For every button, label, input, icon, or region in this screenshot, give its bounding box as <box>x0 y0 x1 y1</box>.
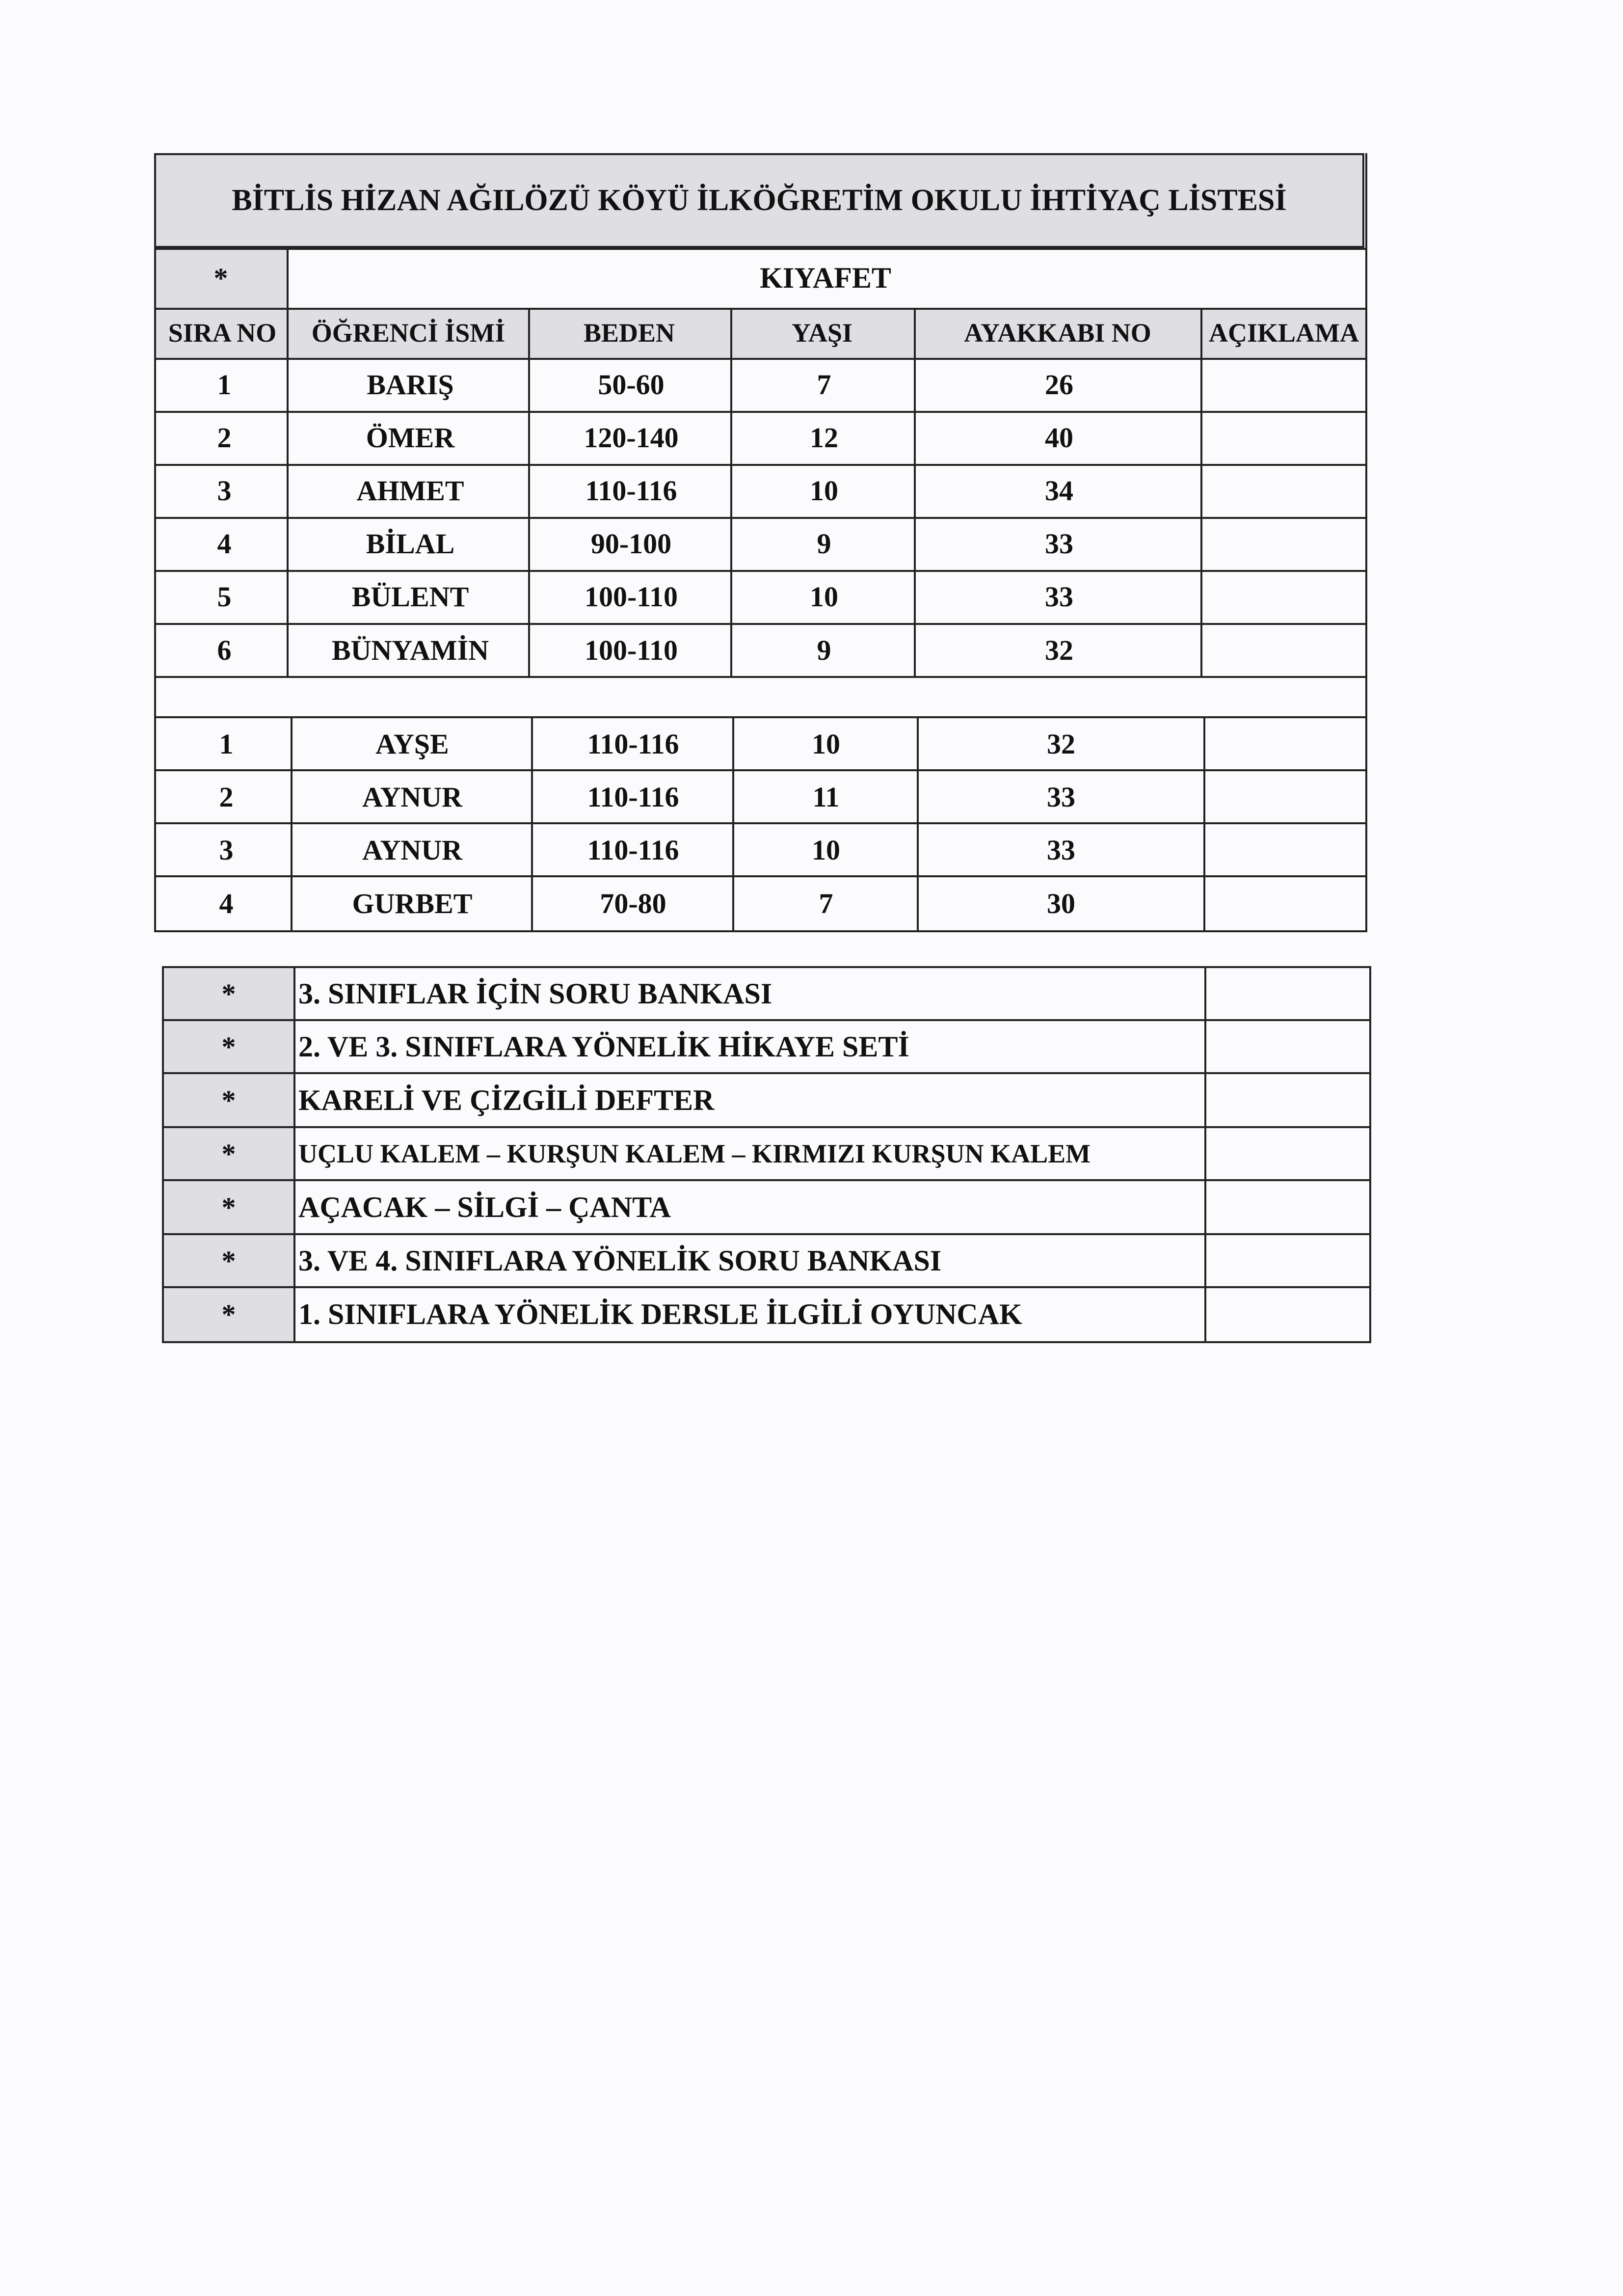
table-row-girls-3-size: 110-116 <box>587 834 679 866</box>
table-row-boys-1-shoe: 26 <box>1045 368 1073 401</box>
col-divider <box>291 716 293 931</box>
row-divider <box>162 1233 1371 1235</box>
row-divider <box>162 1019 1371 1021</box>
supply-item: 3. SINIFLAR İÇİN SORU BANKASI <box>298 977 772 1010</box>
row-divider <box>154 769 1367 771</box>
table-row-boys-5-no: 5 <box>217 580 232 613</box>
supply-marker: * <box>221 1084 236 1116</box>
supply-item: 1. SINIFLARA YÖNELİK DERSLE İLGİLİ OYUNCAK <box>298 1297 1022 1330</box>
col-header-ayakkabi-no: AYAKKABI NO <box>964 318 1151 348</box>
table-row-girls-3-shoe: 33 <box>1047 834 1075 866</box>
row-divider <box>154 875 1367 877</box>
group-marker: * <box>213 262 228 294</box>
supply-marker: * <box>221 1244 236 1277</box>
table-row-boys-1-no: 1 <box>217 368 232 401</box>
table-row-boys-6-shoe: 32 <box>1045 634 1073 666</box>
row-divider <box>154 411 1367 413</box>
table-row-boys-5-age: 10 <box>810 580 838 613</box>
supply-item: 2. VE 3. SINIFLARA YÖNELİK HİKAYE SETİ <box>298 1030 909 1063</box>
row-divider <box>154 464 1367 466</box>
col-divider <box>528 308 530 677</box>
table-row-boys-5-name: BÜLENT <box>351 580 469 613</box>
table-row-girls-2-no: 2 <box>219 781 234 813</box>
table-row-girls-2-shoe: 33 <box>1047 781 1075 813</box>
row-divider <box>162 966 1371 968</box>
table-row-girls-1-name: AYŞE <box>375 728 449 760</box>
table-border-bottom <box>154 930 1367 932</box>
supply-item: 3. VE 4. SINIFLARA YÖNELİK SORU BANKASI <box>298 1244 942 1277</box>
table-border-left <box>154 153 156 931</box>
table-row-boys-1-size: 50-60 <box>598 368 665 401</box>
table-row-boys-1-note <box>1202 358 1366 411</box>
table-row-girls-4-no: 4 <box>219 887 234 919</box>
table-row-boys-4-size: 90-100 <box>590 527 672 560</box>
col-divider <box>531 716 533 931</box>
supply-item: KARELİ VE ÇİZGİLİ DEFTER <box>298 1083 715 1116</box>
col-header-sira-no: SIRA NO <box>168 318 277 348</box>
page-title: BİTLİS HİZAN AĞILÖZÜ KÖYÜ İLKÖĞRETİM OKULU İHTİYAÇ LİSTESİ <box>232 184 1287 217</box>
table-row-girls-1-note <box>1204 717 1368 770</box>
table-row-boys-6-note <box>1202 623 1366 677</box>
table-row-girls-4-age: 7 <box>819 887 833 919</box>
table-row-girls-1-shoe: 32 <box>1047 728 1075 760</box>
row-divider <box>162 1072 1371 1074</box>
table-row-boys-2-note <box>1202 411 1366 464</box>
table-row-boys-2-no: 2 <box>217 421 232 454</box>
col-divider <box>732 716 734 931</box>
supply-item: UÇLU KALEM – KURŞUN KALEM – KIRMIZI KURŞUN KALEM <box>298 1139 1091 1168</box>
table-row-boys-6-no: 6 <box>217 634 232 666</box>
col-divider <box>730 308 732 677</box>
table-row-girls-4-size: 70-80 <box>600 887 666 919</box>
table-row-girls-4-note <box>1204 876 1368 930</box>
table-row-boys-1-age: 7 <box>817 368 831 401</box>
table-row-girls-1-no: 1 <box>219 728 234 760</box>
row-divider <box>162 1179 1371 1181</box>
row-divider <box>154 248 1367 250</box>
col-divider <box>914 308 916 677</box>
row-divider <box>154 822 1367 824</box>
col-divider <box>917 716 919 931</box>
row-divider <box>154 623 1367 625</box>
table-border-right <box>1365 153 1367 931</box>
table-row-boys-1-name: BARIŞ <box>367 368 454 401</box>
row-divider <box>162 1286 1371 1288</box>
table-row-boys-6-age: 9 <box>817 634 831 666</box>
group-label-kiyafet: KIYAFET <box>760 261 891 294</box>
row-divider <box>154 570 1367 572</box>
table-row-boys-5-size: 100-110 <box>584 580 678 613</box>
table-row-girls-2-name: AYNUR <box>362 781 463 813</box>
supplies-table <box>0 957 1623 1375</box>
table-row-girls-3-no: 3 <box>219 834 234 866</box>
table-row-boys-4-no: 4 <box>217 527 232 560</box>
col-header-beden: BEDEN <box>583 318 675 348</box>
table-row-boys-2-shoe: 40 <box>1045 421 1073 454</box>
table-row-girls-2-note <box>1204 770 1368 823</box>
table-row-boys-4-shoe: 33 <box>1045 527 1073 560</box>
needs-table <box>0 0 1623 957</box>
table-row-boys-2-age: 12 <box>810 421 838 454</box>
table-row-girls-1-age: 10 <box>812 728 840 760</box>
supply-marker: * <box>221 1030 236 1063</box>
supply-item: AÇACAK – SİLGİ – ÇANTA <box>298 1190 671 1223</box>
table-row-girls-1-size: 110-116 <box>587 728 679 760</box>
col-divider <box>287 248 289 677</box>
table-row-boys-4-note <box>1202 517 1366 570</box>
table-row-girls-4-shoe: 30 <box>1047 887 1075 919</box>
table-row-boys-3-size: 110-116 <box>585 474 677 507</box>
supply-marker: * <box>221 977 236 1010</box>
col-divider <box>1200 308 1202 677</box>
table-row-boys-4-name: BİLAL <box>366 527 455 560</box>
table-row-girls-2-age: 11 <box>812 781 840 813</box>
row-divider <box>162 1126 1371 1128</box>
row-divider <box>154 716 1367 718</box>
table-row-girls-3-note <box>1204 823 1368 876</box>
row-divider <box>154 517 1367 519</box>
table-row-boys-2-name: ÖMER <box>366 421 455 454</box>
table-row-boys-4-age: 9 <box>817 527 831 560</box>
supply-marker: * <box>221 1298 236 1330</box>
table-border-bottom <box>162 1341 1371 1343</box>
table-row-boys-3-age: 10 <box>810 474 838 507</box>
table-row-boys-2-size: 120-140 <box>584 421 679 454</box>
col-header-ogrenci-ismi: ÖĞRENCİ İSMİ <box>311 318 506 348</box>
table-row-boys-5-shoe: 33 <box>1045 580 1073 613</box>
table-row-boys-6-size: 100-110 <box>584 634 678 666</box>
table-row-girls-3-age: 10 <box>812 834 840 866</box>
supply-marker: * <box>221 1137 236 1170</box>
table-row-boys-3-shoe: 34 <box>1045 474 1073 507</box>
table-row-boys-3-name: AHMET <box>356 474 464 507</box>
table-row-boys-6-name: BÜNYAMİN <box>331 634 489 666</box>
table-row-girls-2-size: 110-116 <box>587 781 679 813</box>
row-divider <box>154 358 1367 360</box>
table-row-boys-3-no: 3 <box>217 474 232 507</box>
table-row-boys-3-note <box>1202 464 1366 517</box>
row-divider <box>154 308 1367 310</box>
table-row-boys-5-note <box>1202 570 1366 623</box>
supply-marker: * <box>221 1191 236 1223</box>
row-divider <box>154 676 1367 678</box>
table-row-girls-4-name: GURBET <box>352 887 473 919</box>
table-row-girls-3-name: AYNUR <box>362 834 463 866</box>
col-header-yasi: YAŞI <box>791 318 853 348</box>
col-divider <box>1203 716 1205 931</box>
col-header-aciklama: AÇIKLAMA <box>1209 318 1359 348</box>
